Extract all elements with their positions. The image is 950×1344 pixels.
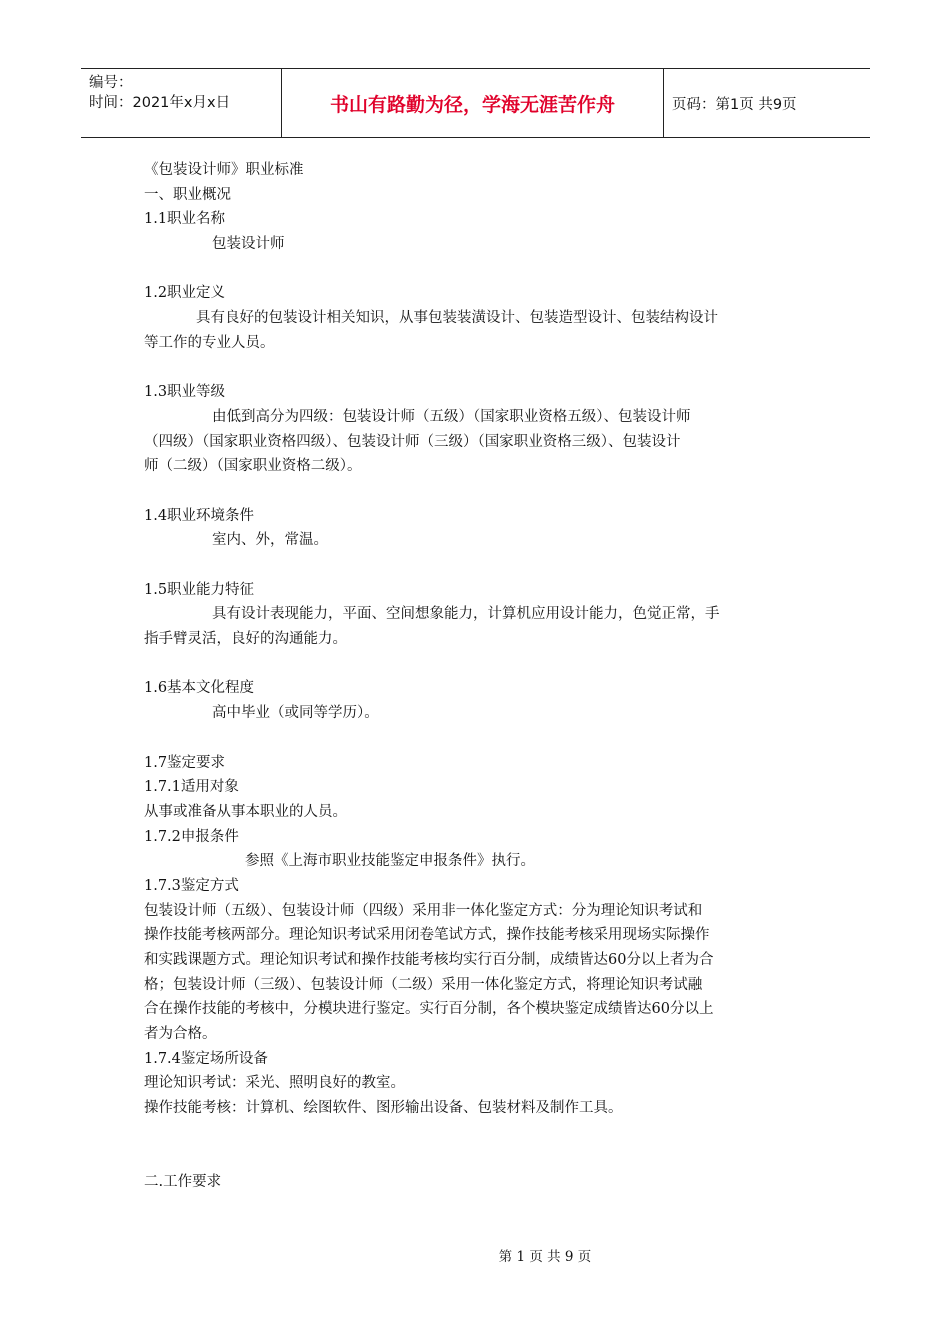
paragraph: 操作技能考核两部分。理论知识考试采用闭卷笔试方式，操作技能考核采用现场实际操作 [144, 927, 710, 944]
header-meta [81, 69, 282, 137]
subsection-heading: 1.6基本文化程度 [144, 680, 255, 697]
paragraph: 等工作的专业人员。 [144, 334, 275, 351]
subsection-heading: 1.1职业名称 [144, 211, 226, 228]
paragraph: 包装设计师（五级）、包装设计师（四级）采用非一体化鉴定方式：分为理论知识考试和 [144, 902, 703, 919]
paragraph: 具有良好的包装设计相关知识，从事包装装潢设计、包装造型设计、包装结构设计 [196, 310, 718, 327]
paragraph: 者为合格。 [144, 1026, 217, 1043]
subsection-heading: 1.4职业环境条件 [144, 507, 255, 524]
paragraph: 理论知识考试：采光、照明良好的教室。 [144, 1075, 405, 1092]
paragraph: 格；包装设计师（三级）、包装设计师（二级）采用一体化鉴定方式，将理论知识考试融 [144, 976, 703, 993]
paragraph: 参照《上海市职业技能鉴定申报条件》执行。 [245, 853, 535, 870]
paragraph: 具有设计表现能力，平面、空间想象能力，计算机应用设计能力，色觉正常，手 [212, 606, 720, 623]
subsection-heading: 1.2职业定义 [144, 285, 226, 302]
date-label: 时间：2021年x月x日 [89, 95, 231, 111]
subsection-heading: 1.7.4鉴定场所设备 [144, 1050, 268, 1067]
section-heading: 一、职业概况 [144, 186, 231, 203]
header-motto: 书山有路勤为径，学海无涯苦作舟 [282, 69, 664, 137]
paragraph: 师（二级）（国家职业资格二级）。 [144, 458, 362, 475]
paragraph: 和实践课题方式。理论知识考试和操作技能考核均实行百分制，成绩皆达60分以上者为合 [144, 952, 714, 968]
paragraph: 包装设计师 [212, 236, 285, 253]
section-heading: 二.工作要求 [144, 1174, 222, 1191]
paragraph: 高中毕业（或同等学历）。 [212, 705, 379, 722]
paragraph: 由低到高分为四级：包装设计师（五级）（国家职业资格五级）、包装设计师 [212, 408, 691, 425]
page-header [81, 68, 870, 138]
paragraph: 室内、外，常温。 [212, 532, 328, 549]
subsection-heading: 1.3职业等级 [144, 384, 226, 401]
doc-title: 《包装设计师》职业标准 [144, 162, 304, 178]
subsection-heading: 1.7.3鉴定方式 [144, 877, 239, 894]
number-label: 编号： [89, 75, 133, 91]
paragraph: 指手臂灵活，良好的沟通能力。 [144, 631, 347, 648]
paragraph: 合在操作技能的考核中，分模块进行鉴定。实行百分制，各个模块鉴定成绩皆达60分以上 [144, 1001, 714, 1018]
subsection-heading: 1.7.2申报条件 [144, 828, 239, 845]
subsection-heading: 1.7鉴定要求 [144, 754, 226, 771]
page-footer [0, 1245, 950, 1265]
paragraph: 操作技能考核：计算机、绘图软件、图形输出设备、包装材料及制作工具。 [144, 1100, 623, 1117]
subsection-heading: 1.7.1适用对象 [144, 779, 239, 796]
paragraph: 从事或准备从事本职业的人员。 [144, 803, 347, 820]
paragraph: （四级）（国家职业资格四级）、包装设计师（三级）（国家职业资格三级）、包装设计 [144, 433, 681, 450]
subsection-heading: 1.5职业能力特征 [144, 581, 255, 598]
header-page-info: 页码：第1页 共9页 [672, 96, 797, 113]
document-body [144, 158, 814, 1195]
footer-page-number: 第 1 页 共 9 页 [498, 1249, 592, 1265]
